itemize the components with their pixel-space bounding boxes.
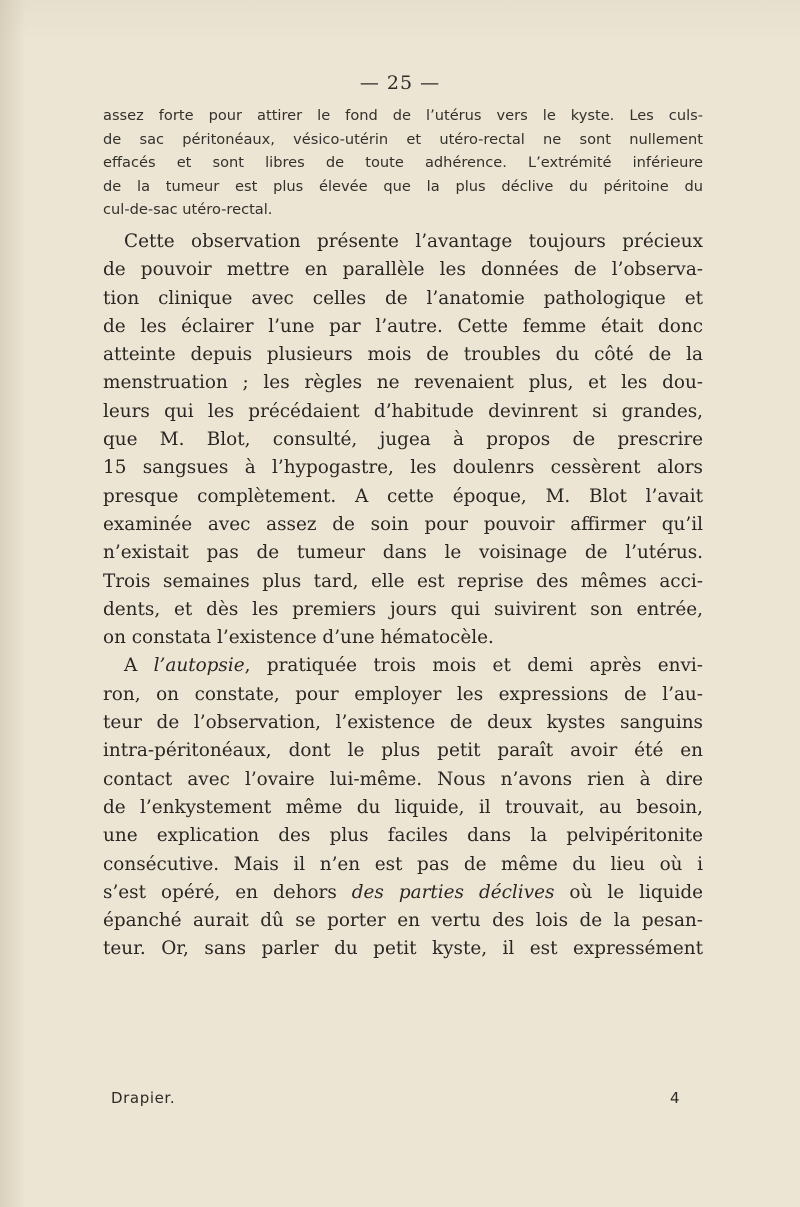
body-line: que M. Blot, consulté, jugea à propos de prescrire [103,429,703,451]
text-run: , pratiquée trois mois et demi après envi- [244,655,703,677]
body-line [103,879,703,907]
body-line: Cette observation présente l’avantage toujours précieux [124,231,703,252]
italic-term: des parties déclives [351,881,555,903]
body-line: intra-péritonéaux, dont le plus petit paraît avoir été en [103,740,703,762]
footnote-line: de sac péritonéaux, vésico-utérin et utéro-rectal ne sont nullement [103,130,703,148]
body-line: examinée avec assez de soin pour pouvoir affirmer qu’il [103,513,703,535]
footnote-line: assez forte pour attirer le fond de l’utérus vers le kyste. Les culs- [103,107,703,124]
text-run: A [124,655,154,677]
body-line: de l’enkystement même du liquide, il trouvait, au besoin, [103,796,703,818]
body-line: n’existait pas de tumeur dans le voisinage de l’utérus. [103,542,703,564]
footnote-line: de la tumeur est plus élevée que la plus déclive du péritoine du [103,177,703,195]
body-line [103,652,703,680]
italic-term: l’autopsie [153,655,245,677]
body-line: tion clinique avec celles de l’anatomie pathologique et [103,287,703,309]
body-line: presque complètement. A cette époque, M. Blot l’avait [103,485,703,507]
body-line: teur. Or, sans parler du petit kyste, il est expressément [103,938,703,960]
body-line: Trois semaines plus tard, elle est reprise des mêmes acci- [103,570,703,592]
footnote-block [103,104,703,222]
body-line: atteinte depuis plusieurs mois de troubles du côté de la [103,344,703,366]
body-line: teur de l’observation, l’existence de deux kystes sanguins [103,712,703,734]
body-line: menstruation ; les règles ne revenaient plus, et les dou- [103,372,703,394]
signature-author: Drapier. [111,1089,176,1107]
body-line: de pouvoir mettre en parallèle les données de l’observa- [103,259,703,281]
footnote-line: cul-de-sac utéro-rectal. [103,201,273,218]
body-line: dents, et dès les premiers jours qui suivirent son entrée, [103,598,703,620]
body-line: de les éclairer l’une par l’autre. Cette femme était donc [103,315,703,337]
body-line: une explication des plus faciles dans la pelvipéritonite [103,825,703,847]
body-line: consécutive. Mais il n’en est pas de même du lieu où i [103,853,703,875]
body-line: ron, on constate, pour employer les expressions de l’au- [103,683,703,705]
body-line: leurs qui les précédaient d’habitude devinrent si grandes, [103,400,703,422]
text-run: où le liquide [554,881,703,903]
body-line: on constata l’existence d’une hématocèle. [103,627,494,649]
text-run: s’est opéré, en dehors [103,881,352,903]
main-text [103,228,703,964]
signature-sheet-number: 4 [670,1089,680,1107]
page-number: — 25 — [359,72,441,94]
body-line: contact avec l’ovaire lui-même. Nous n’avons rien à dire [103,768,703,790]
body-line: 15 sangsues à l’hypogastre, les doulenrs cessèrent alors [103,457,703,479]
footnote-line: effacés et sont libres de toute adhérence. L’extrémité inférieure [103,154,703,171]
body-line: épanché aurait dû se porter en vertu des lois de la pesan- [103,910,703,932]
